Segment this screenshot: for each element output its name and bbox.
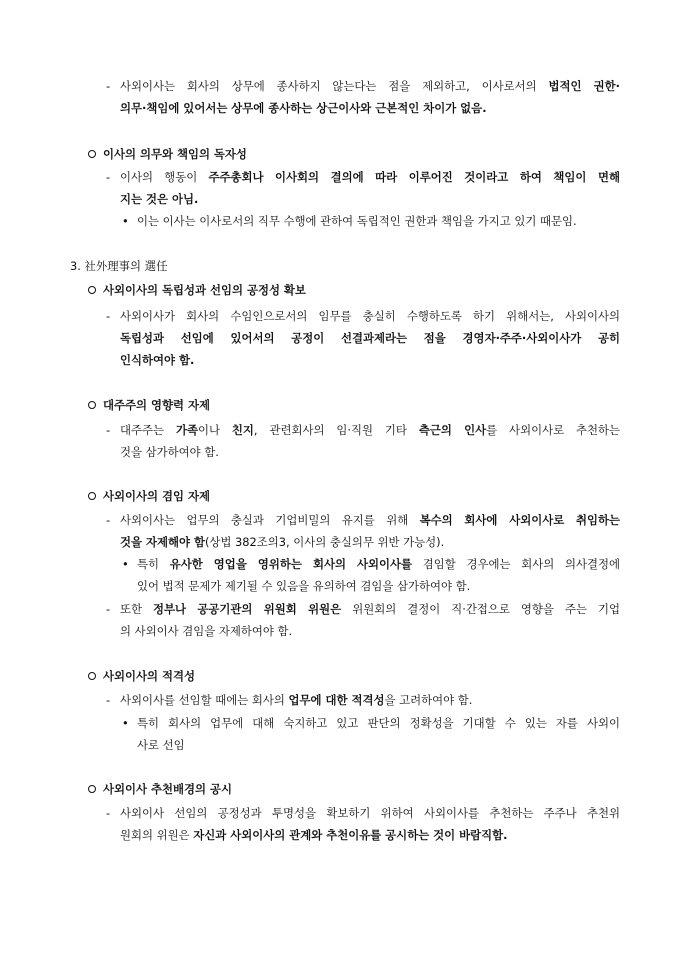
bullet-marker: • [122,557,129,571]
paragraph-line: 것을 자제해야 함(상법 382조의3, 이사의 충실의무 위반 가능성). [120,535,445,549]
paragraph-line: 의무·책임에 있어서는 상무에 종사하는 상근이사와 근본적인 차이가 없음. [120,101,487,115]
paragraph-line: 의 사외이사 겸임을 자제하여야 함. [120,624,293,638]
dash-marker: - [106,513,111,527]
paragraph: 이사의 행동이 주주총회나 이사회의 결의에 따라 이루어진 것이라고 하여 책임이 면해 [120,170,621,184]
paragraph-line: 것을 삼가하여야 함. [120,445,219,459]
paragraph: 사외이사는 업무의 충실과 기업비밀의 유지를 위해 복수의 회사에 사외이사로 취임하는 [120,513,621,527]
dash-marker: - [106,806,111,820]
section-heading: 사외이사 추천배경의 공시 [88,782,232,797]
paragraph: 대주주는 가족이나 친지, 관련회사의 임·직원 기타 측근의 인사를 사외이사로 추천하는 [120,423,621,437]
paragraph-line: 지는 것은 아님. [120,192,199,206]
paragraph: 사외이사가 회사의 수임인으로서의 임무를 충실히 수행하도록 하기 위해서는, 사외이사의 [120,309,620,323]
bullet-text-line: 있어 법적 문제가 제기될 수 있음을 유의하여 겸임을 삼가하여야 함. [137,579,471,593]
dash-marker: - [106,423,111,437]
paragraph [120,79,620,94]
dash-marker: - [106,693,111,707]
dash-marker: - [106,309,111,323]
bullet-text: 특히 회사의 업무에 대해 숙지하고 있고 판단의 정확성을 기대할 수 있는 자를 사외이 [137,716,620,730]
dash-marker: - [106,79,111,93]
paragraph: 사외이사 선임의 공정성과 투명성을 확보하기 위하여 사외이사를 추천하는 주주나 추천위 [120,806,620,820]
bullet-text: 특히 유사한 영업을 영위하는 회사의 사외이사를 겸임할 경우에는 회사의 의사결정에 [137,557,620,571]
paragraph-line: 인식하여야 함. [120,353,195,367]
paragraph: 사외이사를 선임할 때에는 회사의 업무에 대한 적격성을 고려하여야 함. [120,693,473,707]
bullet-text-line: 사로 선임 [137,738,185,752]
bullet-marker: • [122,716,129,730]
line: 사외이사는 회사의 상무에 종사하지 않는다는 점을 제외하고, 이사로서의 법적인 권한· [120,79,620,93]
section-heading: 대주주의 영향력 자제 [88,398,210,413]
paragraph-line: 원회의 위원은 자신과 사외이사의 관계와 추천이유를 공시하는 것이 바람직함. [120,828,508,842]
dash-marker: - [106,602,111,616]
bullet-text: 이는 이사는 이사로서의 직무 수행에 관하여 독립적인 권한과 책임을 가지고 있기 때문임. [137,214,577,228]
section-title: 3. 社外理事의 選任 [70,259,168,273]
bullet-marker: • [122,214,129,228]
dash-marker: - [106,170,111,184]
section-heading: 사외이사의 겸임 자제 [88,489,210,504]
section-heading: 이사의 의무와 책임의 독자성 [88,147,247,162]
section-heading: 사외이사의 독립성과 선임의 공정성 확보 [88,283,306,298]
paragraph: 독립성과 선임에 있어서의 공정이 선결과제라는 점을 경영자·주주·사외이사가 공히 [120,331,620,345]
paragraph: 또한 정부나 공공기관의 위원회 위원은 위원회의 결정이 직·간접으로 영향을 주는 기업 [120,602,620,616]
section-heading: 사외이사의 적격성 [88,669,195,684]
